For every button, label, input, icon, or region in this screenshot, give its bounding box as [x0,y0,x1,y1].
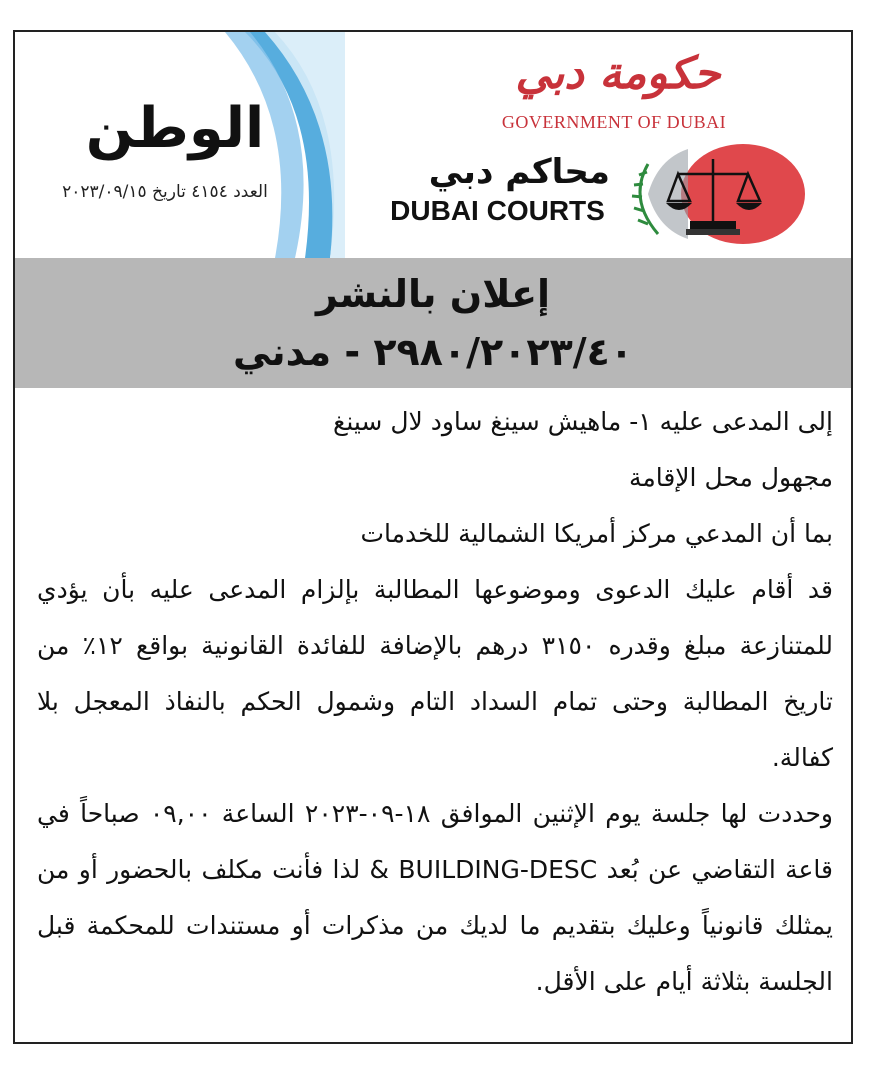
title-band [15,258,851,388]
dubai-courts-emblem-icon [618,139,808,249]
government-of-dubai-english: GOVERNMENT OF DUBAI [501,112,727,132]
issue-line: العدد ٤١٥٤ تاريخ ٢٠٢٣/٠٩/١٥ [62,182,268,202]
dubai-courts-arabic: محاكم دبي [428,152,610,192]
dubai-courts-english: DUBAI COURTS [390,195,605,226]
notice-title: إعلان بالنشر [315,272,551,316]
plaintiff-line: بما أن المدعي مركز أمريكا الشمالية للخدمات [360,519,833,548]
notice-body [37,394,833,1010]
residence-line: مجهول محل الإقامة [628,463,833,492]
hearing-paragraph: وحددت لها جلسة يوم الإثنين الموافق ١٨-٠٩-٢٠٢٣ الساعة ٠٩,٠٠ صباحاً في قاعة التقاضي عن بُعد BUILDING-DESC & لذا فأنت مكلف بالحضور أو من يمثلك قانونياً وعليك بتقديم ما لديك من مذكرات أو مستندات للمحكمة قبل الجلسة بثلاثة أيام على الأقل. [37,799,833,996]
header [15,32,851,258]
case-number: ٢٩٨٠/٢٠٢٣/٤٠ - مدني [232,330,634,374]
newspaper-name: الوطن [85,96,265,161]
notice-frame [13,30,853,1044]
claim-paragraph: قد أقام عليك الدعوى وموضوعها المطالبة بإلزام المدعى عليه بأن يؤدي للمتنازعة مبلغ وقدره ٣١٥٠ درهم بالإضافة للفائدة القانونية بواقع ١٢٪ من تاريخ المطالبة وحتى تمام السداد التام وشمول الحكم بالنفاذ المعجل بلا كفالة. [37,575,834,772]
government-of-dubai-arabic-logo: حكومة دبي [515,48,721,99]
defendant-line: إلى المدعى عليه ١- ماهيش سينغ ساود لال سينغ [333,407,833,436]
